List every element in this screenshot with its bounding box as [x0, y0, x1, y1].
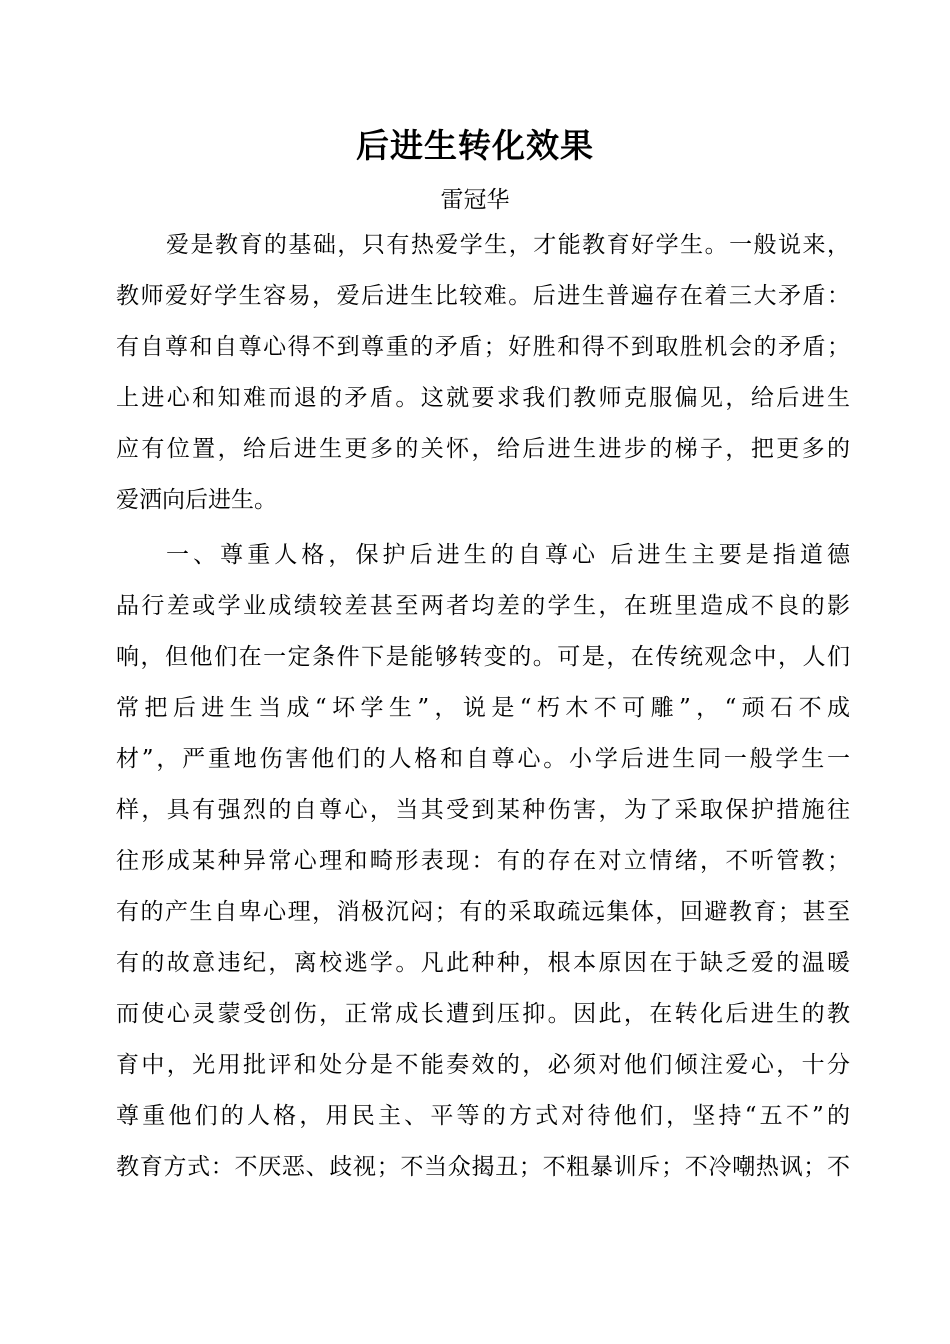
text-line: 育中，光用批评和处分是不能奏效的，必须对他们倾注爱心，十分 [116, 1052, 850, 1078]
paragraph-intro [116, 220, 850, 526]
text-line: 常把后进生当成“坏学生”，说是“朽木不可雕”，“顽石不成 [116, 695, 850, 721]
text-line: 爱洒向后进生。 [116, 487, 277, 513]
text-line: 上进心和知难而退的矛盾。这就要求我们教师克服偏见，给后进生 [116, 385, 850, 411]
paragraph-section-1 [116, 530, 850, 1193]
text-line: 响，但他们在一定条件下是能够转变的。可是，在传统观念中，人们 [116, 644, 850, 670]
text-line: 有自尊和自尊心得不到尊重的矛盾；好胜和得不到取胜机会的矛盾； [116, 334, 850, 360]
text-line: 教育方式：不厌恶、歧视；不当众揭丑；不粗暴训斥；不冷嘲热讽；不 [116, 1154, 850, 1180]
text-line: 有的故意违纪，离校逃学。凡此种种，根本原因在于缺乏爱的温暖 [116, 950, 850, 976]
text-line: 有的产生自卑心理，消极沉闷；有的采取疏远集体，回避教育；甚至 [116, 899, 850, 925]
text-line: 材”，严重地伤害他们的人格和自尊心。小学后进生同一般学生一 [116, 746, 850, 772]
section-heading-line: 一、尊重人格，保护后进生的自尊心 后进生主要是指道德 [166, 542, 850, 568]
text-line: 爱是教育的基础，只有热爱学生，才能教育好学生。一般说来， [166, 232, 850, 258]
document-author: 雷冠华 [440, 187, 510, 213]
text-line: 往形成某种异常心理和畸形表现：有的存在对立情绪，不听管教； [116, 848, 850, 874]
text-line: 教师爱好学生容易，爱后进生比较难。后进生普遍存在着三大矛盾： [116, 283, 850, 309]
document-title: 后进生转化效果 [356, 126, 594, 165]
text-line: 品行差或学业成绩较差甚至两者均差的学生，在班里造成不良的影 [116, 593, 850, 619]
text-line: 而使心灵蒙受创伤，正常成长遭到压抑。因此，在转化后进生的教 [116, 1001, 850, 1027]
text-line: 尊重他们的人格，用民主、平等的方式对待他们，坚持“五不”的 [116, 1103, 850, 1129]
text-line: 样，具有强烈的自尊心，当其受到某种伤害，为了采取保护措施往 [116, 797, 850, 823]
text-line: 应有位置，给后进生更多的关怀，给后进生进步的梯子，把更多的 [116, 436, 850, 462]
